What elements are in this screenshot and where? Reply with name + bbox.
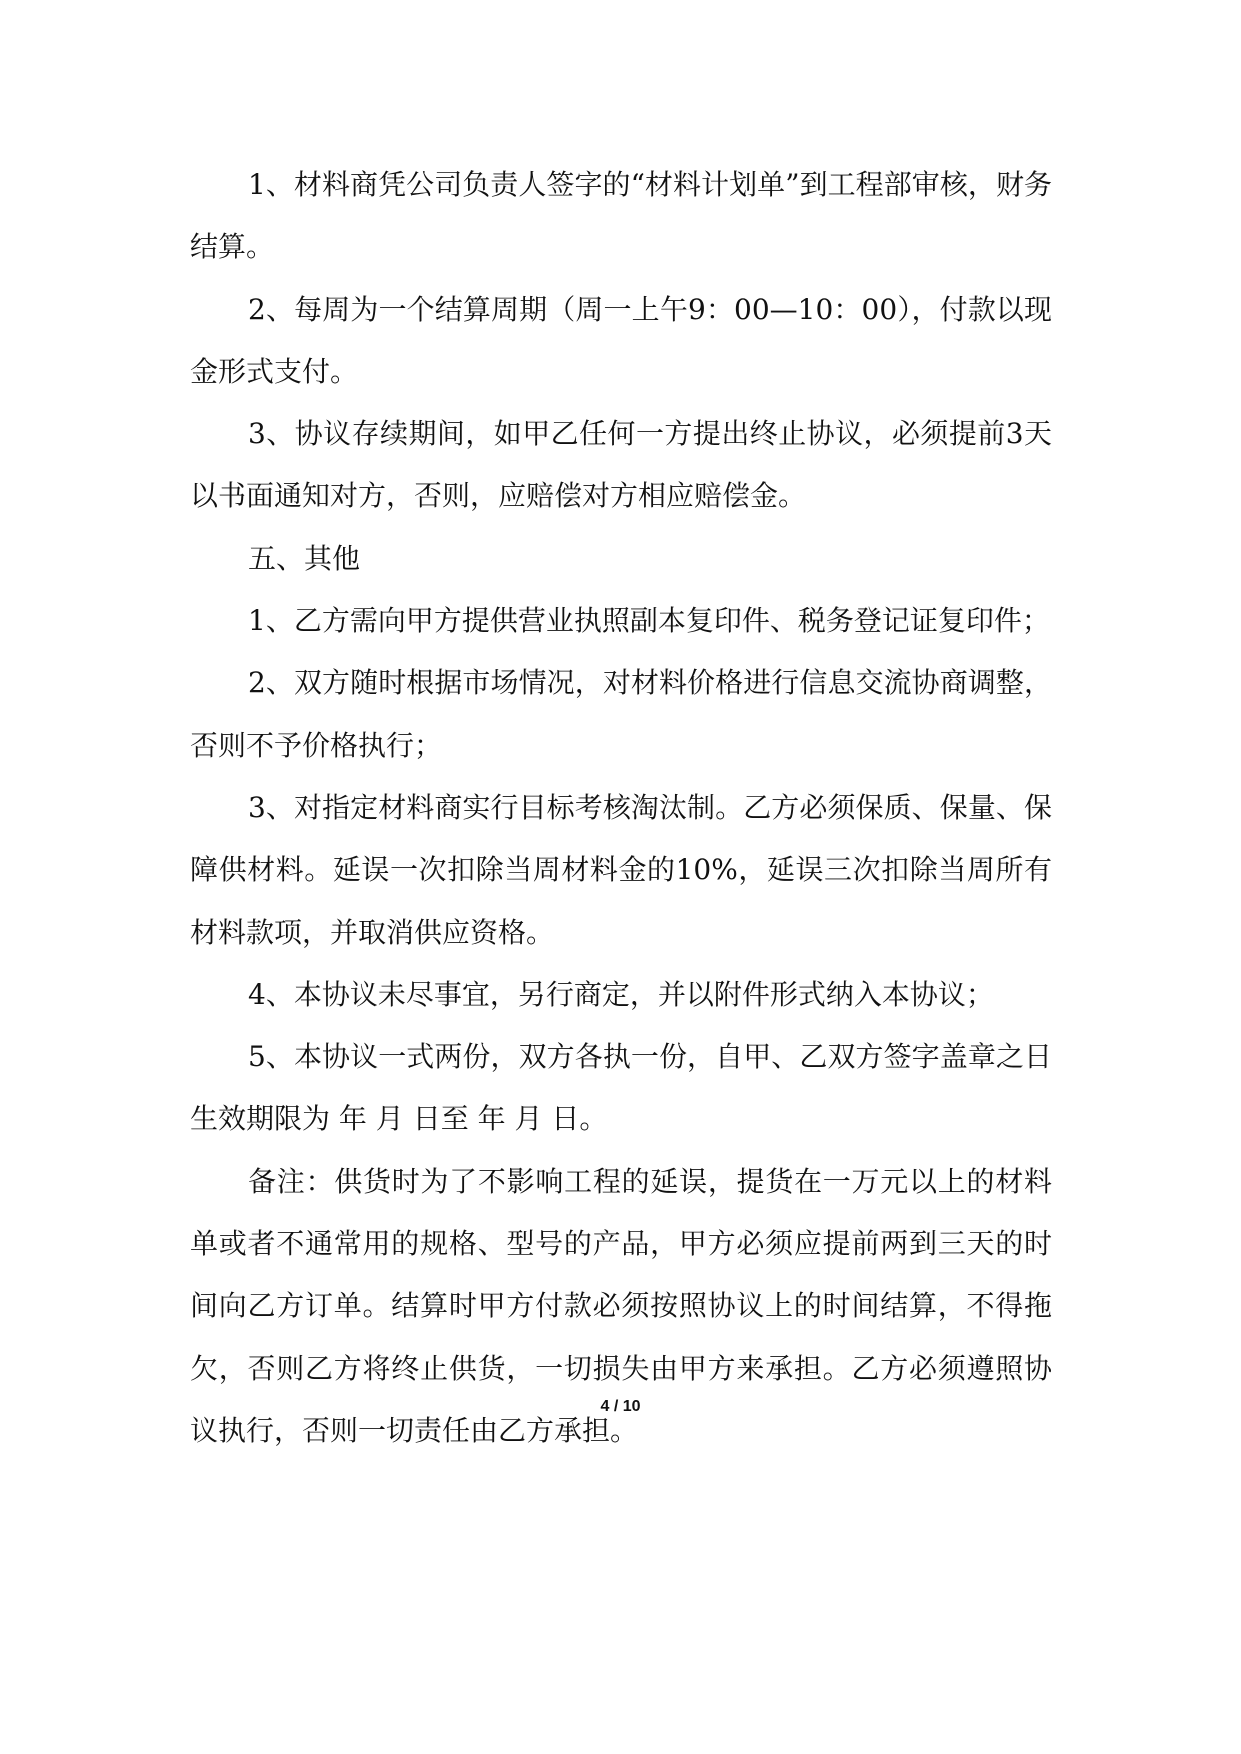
paragraph-agreement-copies: 5、本协议一式两份，双方各执一份，自甲、乙双方签字盖章之日生效期限为 年 月 日至 年 月 日。 bbox=[190, 1040, 1052, 1136]
section-heading-other: 五、其他 bbox=[248, 541, 361, 575]
paragraph-price-adjustment: 2、双方随时根据市场情况，对材料价格进行信息交流协商调整，否则不予价格执行； bbox=[190, 666, 1052, 762]
paragraph-unresolved-matters: 4、本协议未尽事宜，另行商定，并以附件形式纳入本协议； bbox=[248, 977, 994, 1011]
page-number: 4 / 10 bbox=[600, 1398, 641, 1415]
paragraph-remarks: 备注：供货时为了不影响工程的延误，提货在一万元以上的材料单或者不通常用的规格、型号的产品，甲方必须应提前两到三天的时间向乙方订单。结算时甲方付款必须按照协议上的时间结算，不得拖欠，否则乙方将终止供货，一切损失由甲方来承担。乙方必须遵照协议执行，否则一切责任由乙方承担。 bbox=[190, 1164, 1052, 1447]
paragraph-settlement-approval: 1、材料商凭公司负责人签字的“材料计划单”到工程部审核，财务结算。 bbox=[190, 168, 1052, 264]
paragraph-supplier-assessment: 3、对指定材料商实行目标考核淘汰制。乙方必须保质、保量、保障供材料。延误一次扣除当周材料金的10%，延误三次扣除当周所有材料款项，并取消供应资格。 bbox=[190, 790, 1052, 949]
paragraph-settlement-cycle: 2、每周为一个结算周期（周一上午9：00—10：00），付款以现金形式支付。 bbox=[190, 292, 1052, 388]
document-body bbox=[190, 154, 1052, 1462]
paragraph-license-copies: 1、乙方需向甲方提供营业执照副本复印件、税务登记证复印件； bbox=[248, 604, 1050, 638]
paragraph-termination-notice: 3、协议存续期间，如甲乙任何一方提出终止协议，必须提前3天以书面通知对方，否则，应赔偿对方相应赔偿金。 bbox=[190, 417, 1052, 513]
